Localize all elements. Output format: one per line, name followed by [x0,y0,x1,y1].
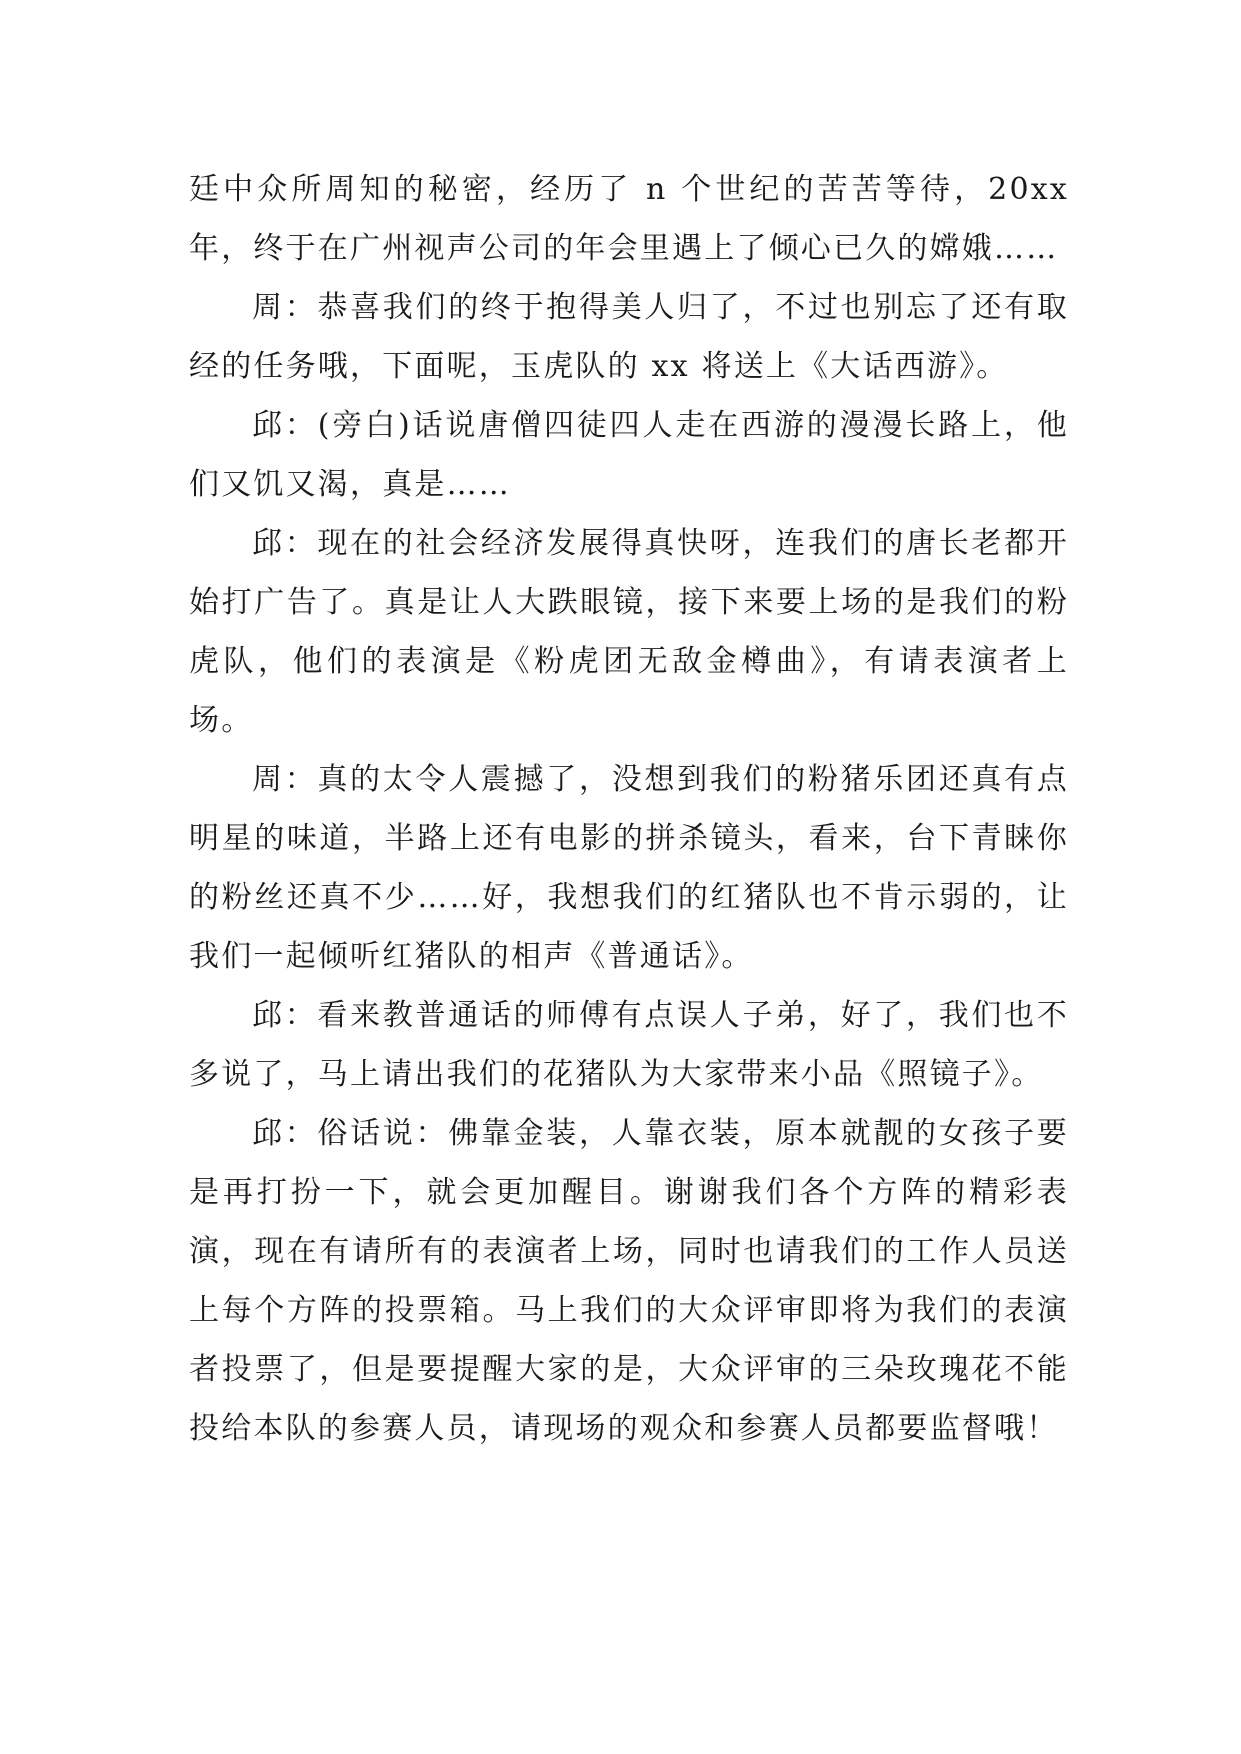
document-body [189,160,1069,1458]
paragraph-6: 邱：看来教普通话的师傅有点误人子弟，好了，我们也不多说了，马上请出我们的花猪队为大家带来小品《照镜子》。 [189,998,1069,1092]
paragraph-1: 廷中众所周知的秘密，经历了 n 个世纪的苦苦等待，20xx 年，终于在广州视声公司的年会里遇上了倾心已久的嫦娥…… [189,172,1069,266]
paragraph-7: 邱：俗话说：佛靠金装，人靠衣装，原本就靓的女孩子要是再打扮一下，就会更加醒目。谢谢我们各个方阵的精彩表演，现在有请所有的表演者上场，同时也请我们的工作人员送上每个方阵的投票箱。马上我们的大众评审即将为我们的表演者投票了，但是要提醒大家的是，大众评审的三朵玫瑰花不能投给本队的参赛人员，请现场的观众和参赛人员都要监督哦！ [189,1116,1069,1446]
paragraph-5: 周：真的太令人震撼了，没想到我们的粉猪乐团还真有点明星的味道，半路上还有电影的拼杀镜头，看来，台下青睐你的粉丝还真不少……好，我想我们的红猪队也不肯示弱的，让我们一起倾听红猪队的相声《普通话》。 [189,762,1069,974]
paragraph-4: 邱：现在的社会经济发展得真快呀，连我们的唐长老都开始打广告了。真是让人大跌眼镜，接下来要上场的是我们的粉虎队，他们的表演是《粉虎团无敌金樽曲》，有请表演者上场。 [189,526,1069,738]
paragraph-3: 邱：(旁白)话说唐僧四徒四人走在西游的漫漫长路上，他们又饥又渴，真是…… [189,408,1069,502]
paragraph-2: 周：恭喜我们的终于抱得美人归了，不过也别忘了还有取经的任务哦，下面呢，玉虎队的 xx 将送上《大话西游》。 [189,290,1069,384]
